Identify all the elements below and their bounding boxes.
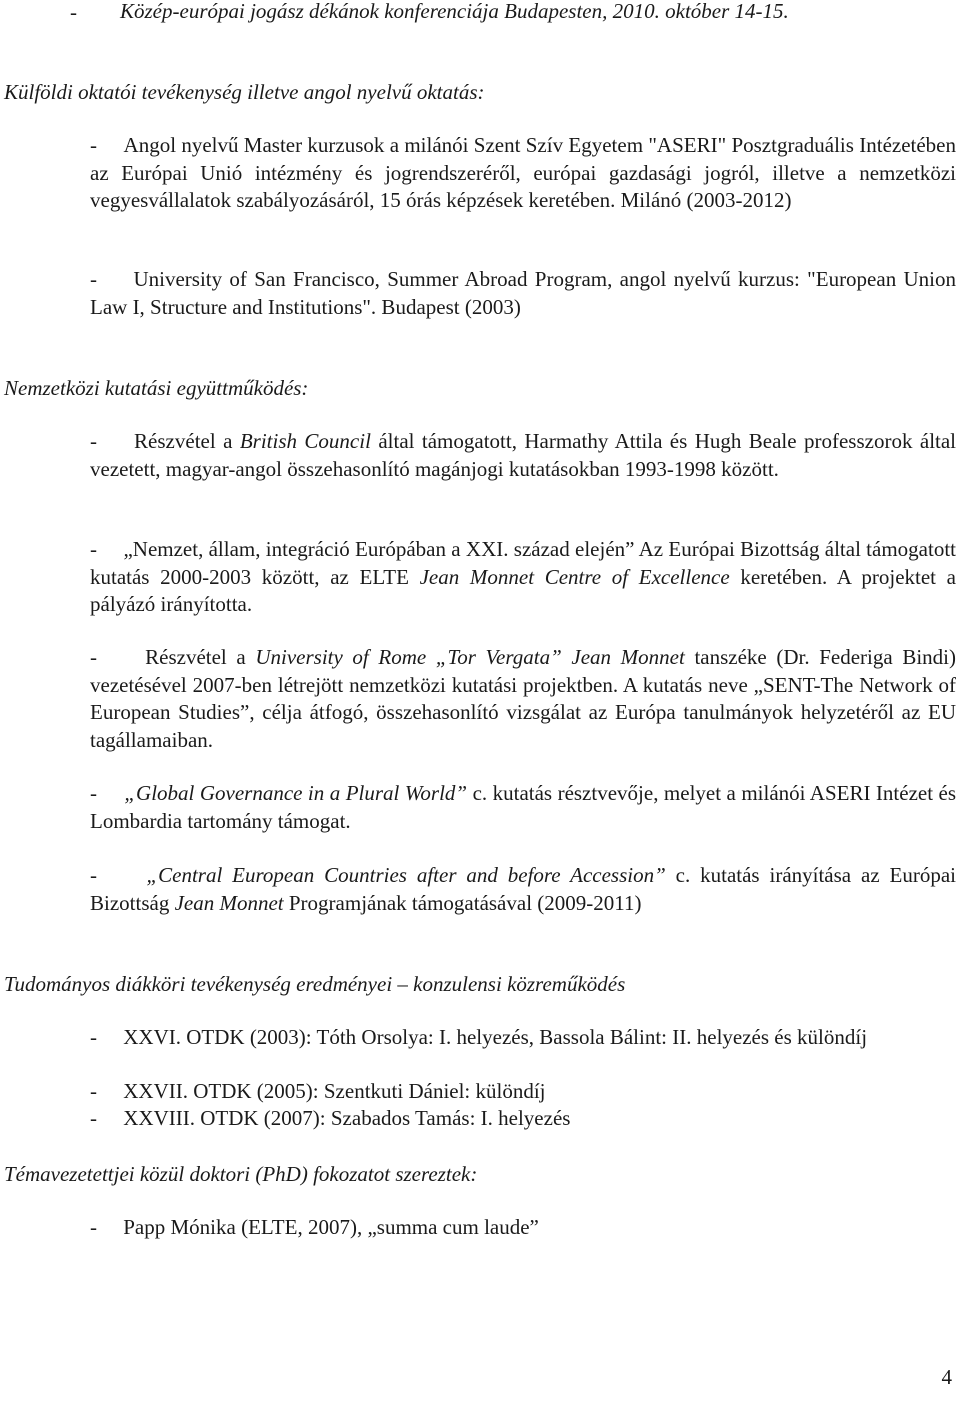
list-dash: - [70,0,77,24]
list-item-text: XXVI. OTDK (2003): Tóth Orsolya: I. helyezés, Bassola Bálint: II. helyezés és különdíj [123,1025,868,1049]
list-item-british-council [90,428,956,483]
list-item-italic: „Central European Countries after and before Accession” [146,863,666,887]
list-item-text: XXVIII. OTDK (2007): Szabados Tamás: I. helyezés [123,1106,571,1130]
list-item-italic: Jean Monnet Centre of Excellence [419,564,730,589]
list-dash: - [90,1025,97,1049]
list-dash: - [90,1079,97,1103]
list-item-italic: British Council [239,429,371,453]
list-dash: - [90,429,97,453]
list-item-text: University of San Francisco, Summer Abroad Program, angol nyelvű kurzus: "European Union Law I, Structure and Institutions". Budapest (2003) [90,267,956,319]
list-item-text: által támogatott, Harmathy Attila és Hugh Beale professzorok által vezetett, magyar-angol összehasonlító magánjogi kutatásokban 1993-1998 között. [90,429,957,481]
list-dash: - [90,1106,97,1130]
list-item-text: c. kutatás irányítása az Európai Bizottság [90,863,957,915]
list-item-nemzet-allam [90,536,956,619]
list-item-otdk-xxviii [90,1105,956,1133]
list-item-text: tanszéke (Dr. Federiga Bindi) vezetésével 2007-ben létrejött nemzetközi kutatási projektben. A kutatás neve „SENT-The Network of European Studies”, célja átfogó, összehasonlító vizsgálat az Európa tanulmányok helyzetéről az EU tagállamaiban. [90,645,956,752]
list-item-usf-summer [90,266,956,321]
section-heading-research: Nemzetközi kutatási együttműködés: [4,376,309,400]
list-item-italic: „Global Governance in a Plural World” [124,781,468,805]
list-item-text: Részvétel a [145,645,256,669]
list-item-text: c. kutatás résztvevője, melyet a milánói ASERI Intézet és Lombardia tartomány támogat. [90,781,957,833]
list-dash: - [90,645,97,669]
list-dash: - [90,133,97,157]
list-item-central-european [90,862,956,917]
list-item-conference: Közép-európai jogász dékánok konferenciája Budapesten, 2010. október 14-15. [120,0,789,23]
list-item-otdk-xxvi [90,1024,956,1052]
list-item-tor-vergata [90,644,956,754]
list-dash: - [90,1215,97,1239]
list-item-text: Angol nyelvű Master kurzusok a milánói Szent Szív Egyetem "ASERI" Posztgraduális Intézetében az Európai Unió intézmény és jogrendszeréről, európai gazdasági jogról, illetve a nemzetközi vegyesvállalatok szabályozásáról, 15 órás képzések keretében. Milánó (2003-2012) [90,133,957,212]
list-item-italic: Jean Monnet [174,890,284,915]
list-item-aseri-master [90,132,956,215]
list-item-text: keretében. A projektet a pályázó irányította. [90,564,957,616]
list-dash: - [90,781,97,805]
page-number: 4 [941,1365,952,1389]
list-item-global-governance [90,780,956,835]
list-dash: - [90,863,97,887]
list-item-italic: University of Rome „Tor Vergata” Jean Monnet [255,645,685,669]
list-item-otdk-xxvii [90,1078,956,1106]
list-dash: - [90,537,97,561]
section-heading-foreign-teaching: Külföldi oktatói tevékenység illetve angol nyelvű oktatás: [4,80,485,104]
list-item-papp-monika [90,1214,956,1242]
list-dash: - [90,267,97,291]
list-item-text: Papp Mónika (ELTE, 2007), „summa cum laude” [123,1215,539,1239]
list-item-text: „Nemzet, állam, integráció Európában a XXI. század elején” Az Európai Bizottság által támogatott kutatás 2000-2003 között, az ELTE [90,537,957,589]
list-item-text: Programjának támogatásával (2009-2011) [283,890,642,915]
section-heading-otdk: Tudományos diákköri tevékenység eredményei – konzulensi közreműködés [4,972,626,996]
list-item-text: XXVII. OTDK (2005): Szentkuti Dániel: különdíj [123,1079,546,1103]
list-item-text: Részvétel a [134,429,240,453]
section-heading-phd: Témavezetettjei közül doktori (PhD) fokozatot szereztek: [4,1162,478,1186]
